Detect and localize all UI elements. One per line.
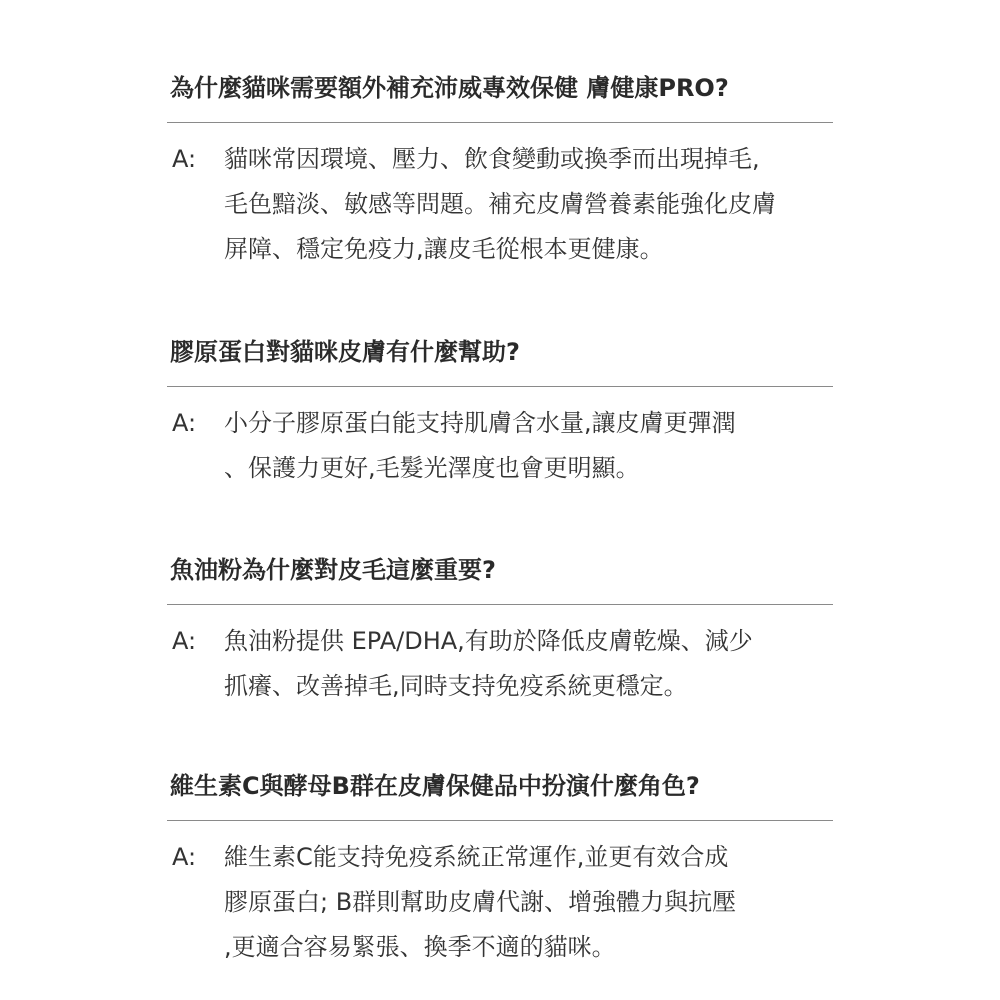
divider xyxy=(167,122,833,123)
faq-item xyxy=(167,337,833,491)
answer-line: 毛色黯淡、敏感等問題。補充皮膚營養素能強化皮膚 xyxy=(224,190,776,218)
answer-line: 膠原蛋白; B群則幫助皮膚代謝、增強體力與抗壓 xyxy=(224,888,737,916)
answer-prefix: A: xyxy=(172,409,197,437)
faq-question: 為什麼貓咪需要額外補充沛威專效保健 膚健康PRO? xyxy=(170,74,729,102)
faq-item xyxy=(167,771,833,970)
answer-line: 貓咪常因環境、壓力、飲食變動或換季而出現掉毛, xyxy=(224,145,760,173)
faq-answer xyxy=(167,619,833,709)
answer-line: 維生素C能支持免疫系統正常運作,並更有效合成 xyxy=(224,843,729,871)
faq-item xyxy=(167,73,833,272)
answer-text xyxy=(224,619,833,709)
answer-line: 抓癢、改善掉毛,同時支持免疫系統更穩定。 xyxy=(224,672,688,700)
answer-line: 、保護力更好,毛髮光澤度也會更明顯。 xyxy=(224,454,640,482)
answer-prefix: A: xyxy=(172,843,197,871)
answer-line: 屏障、穩定免疫力,讓皮毛從根本更健康。 xyxy=(224,235,664,263)
faq-question: 膠原蛋白對貓咪皮膚有什麼幫助? xyxy=(170,338,520,366)
divider xyxy=(167,604,833,605)
answer-line: 小分子膠原蛋白能支持肌膚含水量,讓皮膚更彈潤 xyxy=(224,409,736,437)
faq-question: 維生素C與酵母B群在皮膚保健品中扮演什麼角色? xyxy=(170,772,700,800)
answer-line: ,更適合容易緊張、換季不適的貓咪。 xyxy=(224,933,616,961)
divider xyxy=(167,386,833,387)
faq-question: 魚油粉為什麼對皮毛這麼重要? xyxy=(170,556,496,584)
answer-text xyxy=(224,401,833,491)
faq-answer xyxy=(167,401,833,491)
answer-prefix: A: xyxy=(172,145,197,173)
answer-prefix: A: xyxy=(172,627,197,655)
answer-line: 魚油粉提供 EPA/DHA,有助於降低皮膚乾燥、減少 xyxy=(224,627,753,655)
answer-text xyxy=(224,137,833,272)
faq-answer xyxy=(167,835,833,970)
faq-answer xyxy=(167,137,833,272)
faq-item xyxy=(167,555,833,709)
divider xyxy=(167,820,833,821)
answer-text xyxy=(224,835,833,970)
